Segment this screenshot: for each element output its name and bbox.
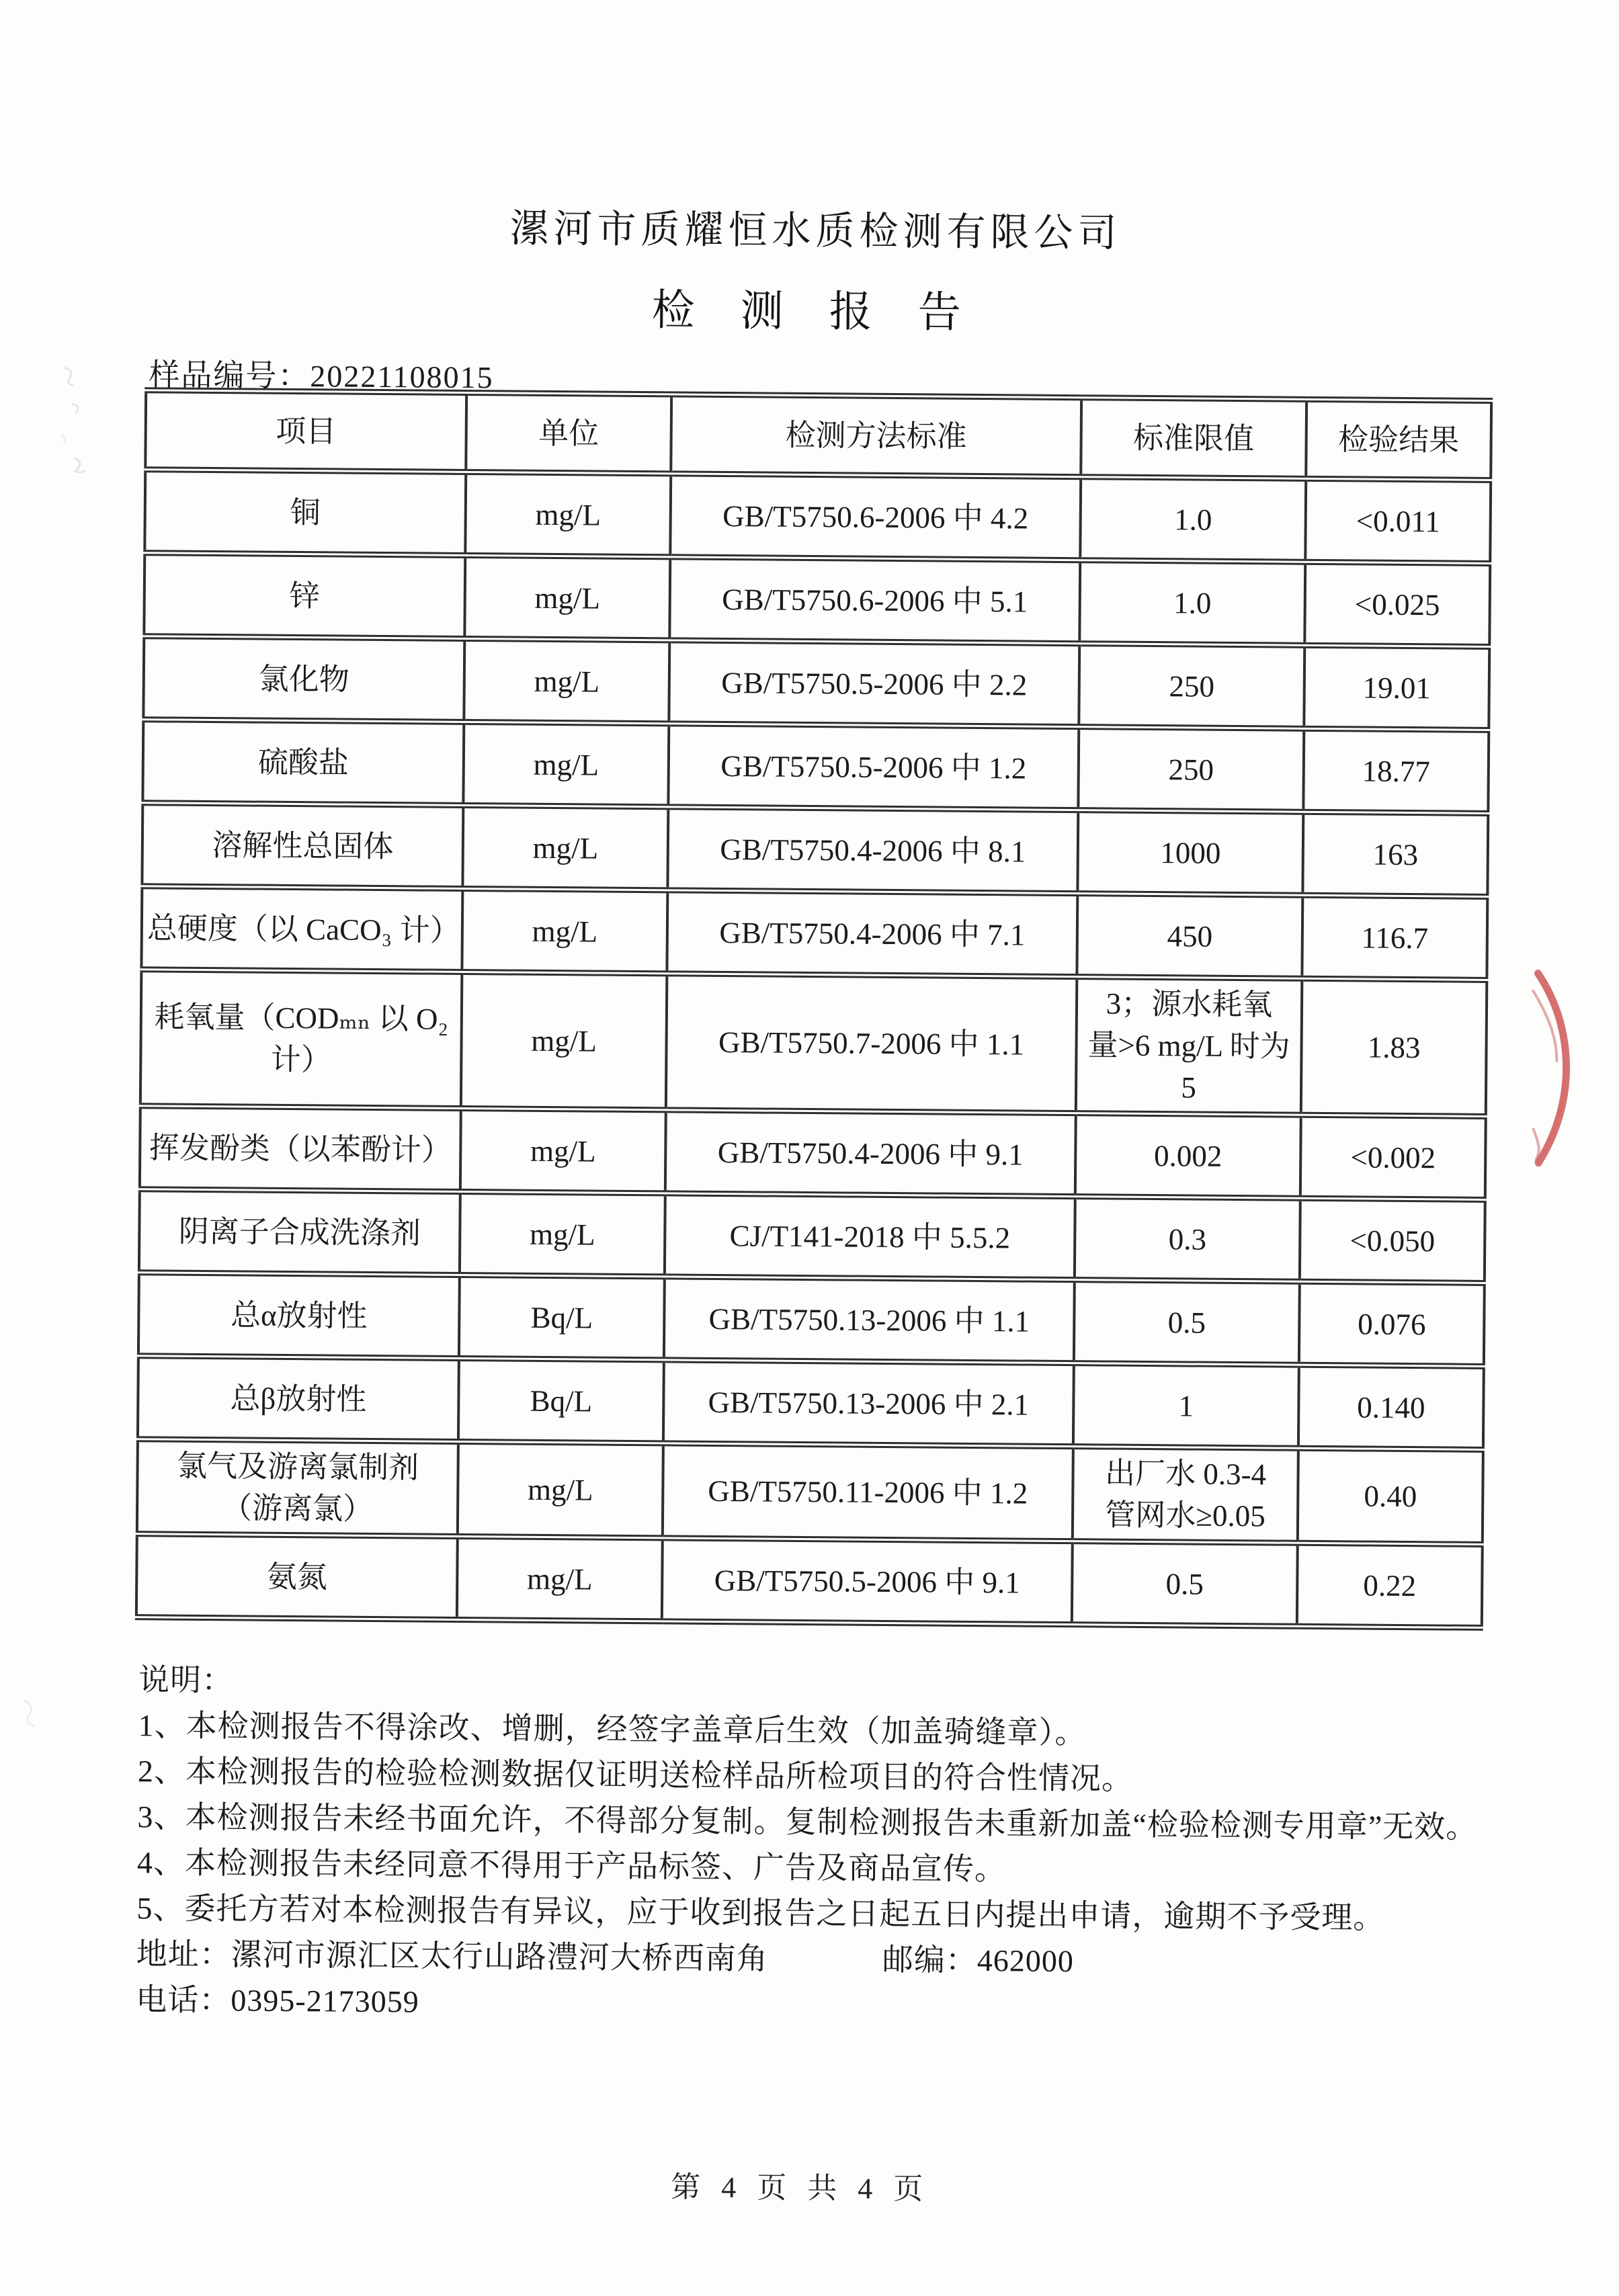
table-row: [137, 1439, 1483, 1545]
cell-method: GB/T5750.11-2006 中 1.2: [663, 1443, 1073, 1541]
table-row: [144, 553, 1490, 647]
cell-item: 总α放射性: [138, 1273, 460, 1359]
cell-limit: 250: [1078, 727, 1304, 812]
cell-unit: mg/L: [462, 805, 668, 890]
red-seal-arc-icon: [1506, 961, 1602, 1177]
cell-method: GB/T5750.5-2006 中 2.2: [669, 640, 1079, 727]
cell-unit: Bq/L: [458, 1358, 664, 1443]
col-header-unit: 单位: [466, 392, 671, 473]
cell-method: GB/T5750.6-2006 中 5.1: [669, 557, 1080, 644]
cell-limit: 3；源水耗氧 量>6 mg/L 时为 5: [1076, 977, 1302, 1115]
cell-item: 氨氮: [136, 1534, 458, 1620]
company-name: 漯河市质耀恒水质检测有限公司: [509, 206, 1122, 255]
note-item: 1、本检测报告不得涂改、增删，经签字盖章后生效（加盖骑缝章）。: [138, 1708, 1087, 1750]
cell-result: <0.011: [1305, 478, 1491, 563]
cell-unit: mg/L: [458, 1441, 663, 1537]
cell-unit: mg/L: [462, 888, 667, 973]
cell-method: GB/T5750.4-2006 中 9.1: [665, 1110, 1076, 1197]
cell-item: 铜: [144, 470, 466, 556]
table-row: [140, 970, 1487, 1117]
page-number-footer: 第 4 页 共 4 页: [671, 2170, 930, 2206]
cell-method: GB/T5750.13-2006 中 2.1: [663, 1360, 1074, 1447]
cell-limit: 0.002: [1075, 1113, 1301, 1199]
cell-unit: mg/L: [463, 722, 669, 806]
cell-result: <0.025: [1304, 562, 1490, 646]
cell-item: 锌: [144, 553, 465, 639]
phone-line: 电话：0395-2173059: [136, 1982, 419, 2019]
notes-section: [136, 1657, 1516, 2033]
cell-limit: 1000: [1077, 810, 1303, 896]
table-row: [142, 803, 1488, 897]
table-row: [142, 720, 1489, 814]
cell-item: 氯气及游离氯制剂 （游离氯）: [137, 1439, 458, 1537]
note-item: 5、委托方若对本检测报告有异议，应于收到报告之日起五日内提出申请，逾期不予受理。: [136, 1891, 1385, 1935]
cell-unit: mg/L: [457, 1536, 663, 1621]
cell-method: GB/T5750.5-2006 中 1.2: [668, 724, 1079, 810]
table-row: [139, 1189, 1485, 1283]
note-item: 3、本检测报告未经书面允许，不得部分复制。复制检测报告未重新加盖“检验检测专用章”无效。: [137, 1799, 1478, 1844]
cell-limit: 1.0: [1079, 560, 1305, 646]
postcode-text: 邮编：462000: [882, 1942, 1075, 1979]
cell-unit: mg/L: [464, 638, 669, 723]
cell-limit: 1.0: [1080, 477, 1306, 562]
cell-result: 0.40: [1298, 1448, 1483, 1544]
cell-method: GB/T5750.7-2006 中 1.1: [666, 974, 1077, 1113]
cell-limit: 0.5: [1074, 1280, 1300, 1365]
cell-unit: mg/L: [464, 555, 670, 640]
cell-item: 耗氧量（CODₘₙ 以 O₂ 计）: [140, 970, 462, 1109]
cell-result: 0.22: [1297, 1543, 1483, 1627]
note-item: 2、本检测报告的检验检测数据仅证明送检样品所检项目的符合性情况。: [137, 1754, 1134, 1796]
sample-number-label: 样品编号：: [149, 357, 310, 394]
cell-unit: Bq/L: [459, 1275, 665, 1359]
address-text: 地址：漯河市源汇区太行山路澧河大桥西南角: [136, 1937, 769, 1976]
cell-limit: 出厂水 0.3-4 管网水≥0.05: [1073, 1447, 1298, 1543]
table-row: [136, 1534, 1483, 1628]
cell-method: GB/T5750.4-2006 中 8.1: [667, 807, 1078, 894]
table-row: [138, 1273, 1485, 1367]
table-row: [140, 1106, 1486, 1200]
cell-item: 总β放射性: [138, 1356, 459, 1442]
cell-unit: mg/L: [465, 472, 671, 556]
cell-result: 0.076: [1299, 1281, 1485, 1366]
cell-limit: 1: [1073, 1363, 1299, 1449]
cell-method: CJ/T141-2018 中 5.5.2: [665, 1193, 1075, 1280]
col-header-limit: 标准限值: [1081, 398, 1306, 479]
cell-limit: 450: [1077, 894, 1302, 979]
col-header-result: 检验结果: [1306, 399, 1491, 480]
notes-heading: 说明：: [138, 1662, 234, 1698]
cell-limit: 250: [1079, 644, 1304, 729]
col-header-item: 项目: [145, 390, 466, 472]
report-title: 检 测 报 告: [651, 286, 979, 337]
sample-number-value: 20221108015: [310, 359, 494, 395]
cell-result: 163: [1302, 812, 1488, 896]
scan-artifact: [51, 362, 92, 476]
cell-item: 氯化物: [143, 636, 464, 722]
cell-limit: 0.3: [1075, 1197, 1300, 1282]
cell-item: 溶解性总固体: [142, 803, 463, 889]
cell-result: <0.050: [1300, 1198, 1485, 1283]
col-header-method: 检测方法标准: [671, 394, 1081, 477]
cell-result: 116.7: [1302, 895, 1487, 980]
cell-unit: mg/L: [461, 972, 667, 1109]
cell-method: GB/T5750.13-2006 中 1.1: [664, 1277, 1075, 1363]
cell-result: 1.83: [1301, 978, 1487, 1116]
results-table: [135, 387, 1493, 1631]
table-row: [144, 470, 1491, 564]
cell-result: 0.140: [1298, 1365, 1484, 1449]
scan-artifact: [14, 1694, 48, 1734]
note-item: 4、本检测报告未经同意不得用于产品标签、广告及商品宣传。: [136, 1845, 1007, 1887]
cell-item: 总硬度（以 CaCO₃ 计）: [141, 886, 462, 972]
table-row: [143, 636, 1489, 730]
cell-method: GB/T5750.5-2006 中 9.1: [662, 1538, 1073, 1625]
cell-unit: mg/L: [460, 1191, 665, 1276]
table-header-row: [145, 390, 1491, 480]
cell-result: 18.77: [1303, 728, 1489, 813]
cell-result: <0.002: [1300, 1115, 1486, 1199]
cell-result: 19.01: [1304, 645, 1489, 730]
cell-method: GB/T5750.6-2006 中 4.2: [670, 474, 1081, 560]
cell-item: 挥发酚类（以苯酚计）: [140, 1106, 461, 1192]
cell-method: GB/T5750.4-2006 中 7.1: [667, 890, 1077, 977]
table-row: [141, 886, 1487, 980]
cell-item: 硫酸盐: [142, 720, 464, 806]
cell-unit: mg/L: [460, 1108, 666, 1193]
table-row: [138, 1356, 1484, 1450]
cell-limit: 0.5: [1072, 1541, 1298, 1627]
cell-item: 阴离子合成洗涤剂: [139, 1189, 460, 1275]
